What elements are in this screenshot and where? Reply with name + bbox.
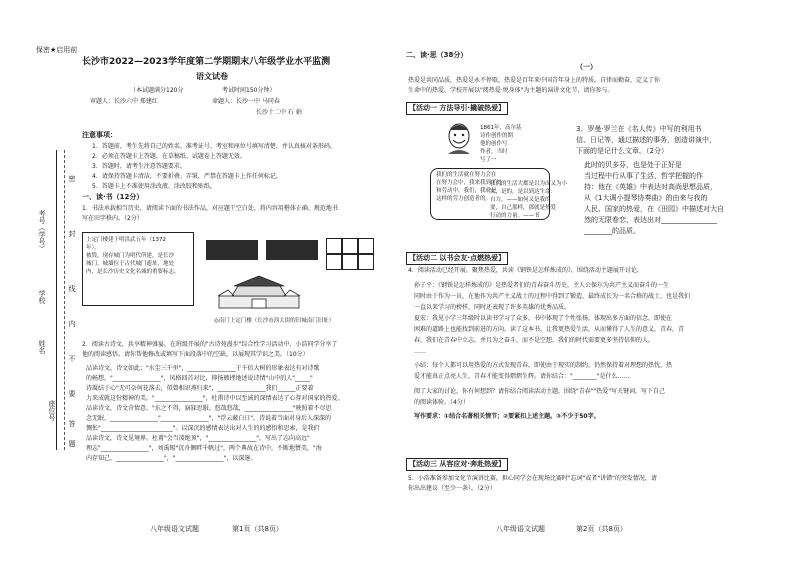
q3-text-line: 从《1大调小提琴协奏曲》的由来与我的 [584,194,708,202]
q4-summary-line: 小结：每个人都可以用热爱的方式发现青春，即使由于现实的制约，仍然保持着对理想的热忱，热 [414,362,673,369]
q4-dialog-line: 困难的道路上也能找到前进的方向，读了这本书，让我更热爱生活，从而懂得了人生的意义，青春，青 [414,326,685,333]
passage-line: 上定门楼建于明洪武五年（1372 [86,237,166,243]
q4-dialog-line: 一直以来学习的榜样，同时还表现了许多英雄的优秀品质。 [414,304,571,311]
exam-title: 长沙市2022—2023学年度第二学期期末八年级学业水平监测 [82,57,331,67]
q2-paragraph-line: 品读诗文，诗文含情意。"东之不得，寤寐思服。悠哉悠哉，________________"映照着不尽思 [86,405,332,412]
q2-paragraphs [86,364,344,464]
note-item: 1．答题前，考生先将自己的姓名、准考证号、考室和座位号填写清楚，并认真核对条形码。 [92,143,336,150]
q2-paragraph-line: 诗凝结于心"无可奈何花落去，似曾相识燕归来"，________________我们______正要着 [86,385,314,392]
q2-line: 2．阅读古诗文，共享精神盛宴。在班级开展的"古诗苑漫步"综合性学习活动中，小浩同学分享了 [82,341,338,348]
q3-line: 下面的是记什么文章。（2分） [576,147,668,155]
intro-text [408,76,660,96]
intro-line: 生命中的热爱。学校开展以"阅热爱·悦身体"为主题的演讲文化节，请你参与。 [408,87,614,94]
gorky-caption [480,124,522,164]
q1-line: 写在田字格内。（2分） [82,215,143,222]
notes-list [92,142,336,192]
confidential-mark: 保密★启用前 [36,46,78,54]
q4-task [414,386,665,408]
illustration-caption: ◎南门上定门楼（长沙市西大街的旧城南门旧址） [214,318,335,324]
calligraphy-image-1 [206,240,258,260]
bubble-line: 和劳动中。我们，我就是 [436,188,497,194]
time-info: 考试时间150分钟） [222,87,276,94]
margin-label-xingming: 姓名 [38,340,46,354]
q2-paragraph-line: 惆怅"________________________"。以深沉的感情表达出对人生的的感悟和思索，是我们 [86,425,320,432]
bubble-line: 我们的生活就在努力会在 [436,172,497,178]
q4-dialog-line: 同时由于作为一员，在他作为共产主义战士的过程中得到了锻造，最终成长为一名合格的战士，也是我们 [414,293,691,300]
q2-paragraph-line: 品读诗文，诗文如此；"水尘三千里"，________________于千倍大树的形象表达有对诗歌 [86,365,320,372]
q2-paragraph-line: 内存知己，________________"，"________________"，以深邃。 [86,455,257,462]
q4-dialog [414,280,690,357]
tianzige-cell[interactable] [326,238,342,254]
exam-subtitle: 语文试卷 [196,72,228,81]
margin-char-mi: 密 [68,175,76,182]
proposers: 命题人：长沙一中 马同春 [212,98,280,105]
question-2 [82,340,337,360]
gorky-caption-line: 他的创作写 [480,141,508,147]
question-3 [576,124,716,157]
q3-text-line: 人民、国家的热爱，在《田园》中描述对大自 [584,205,724,213]
q4-requirements: 写作要求：①结合名著相关情节；②要紧扣上述主题。③不少于50字。 [414,413,600,420]
q2-paragraph-line: 理志"________________"，刘禹锡"沉舟侧畔千帆过"，两个典故在诗中，不断地赞美，"海 [86,445,322,452]
gorky-portrait [444,122,474,154]
gorky-caption-line: 1861年，高尔基 [480,125,522,131]
footer-subject: 八年级语文试题 [150,525,199,533]
margin-char-xian: 线 [68,285,76,292]
footer-page: 第1页（共8页） [232,525,283,533]
tianzige-cell[interactable] [358,254,374,270]
bubble2-line: 行动的力量。——书 [490,213,540,219]
q3-line: 3．罗曼·罗兰在《名人传》中写的利用书 [576,125,702,133]
q2-paragraph-line: 力来成就这份精神的美，"________________"，杜甫诗中以至诚的深情表达了心存对国家的热爱。 [86,395,344,402]
q5-line: 你出出建议（至少一条）。（2分） [408,485,496,492]
section-1-heading: 一、读·书（12分） [82,193,144,201]
gate-tower-illustration [214,272,304,312]
q3-text [584,160,724,237]
activity-2-heading: 【活动二 以书会友·点燃热爱】 [406,252,508,265]
margin-label-xuexiao: 学校 [38,290,46,304]
q3-text-line: 当过程中行从事了生活，哲学把握的作 [584,172,703,180]
question-1 [82,204,338,224]
q4-dialog-line: 夏宏：我见小学三年级时以读书学习了众多，书中体现了个性张扬，体现出多方面的信念，即使在 [414,315,673,322]
binding-dashed-line [64,150,65,450]
note-item: 3．答题时，请考生注意答题要求。 [92,163,186,170]
q4-dialog-line: 孙子平：《钢铁是怎样炼成的》是热爱者们的青春奋斗历史，主人公保尔为共产主义而奋斗的一生 [414,282,670,289]
note-item: 4．请保持答题卡清洁，不要折叠、弄皱，严禁在答题卡上作任何标记。 [92,173,282,180]
margin-char-bu: 不 [68,355,76,362]
q2-paragraph-line: 品读诗文，诗文见境界。杜甫"会当凌绝顶"，"________________"，写出了志向高远" [86,435,310,442]
passage-line: 内，是长沙历史文化名城的重要标志。 [86,269,180,275]
note-item: 5．答题卡上不准使用涂改液、涂改胶和贴纸。 [92,183,216,190]
passage-line: 被毁，现存城门为明代所建，是长沙 [86,253,175,259]
bubble2-line: 要，自己那样，那就是热爱 [490,205,557,211]
bubble2-line: 自力。——如何又是我的 [490,197,551,203]
bubble2-line: 实，是的，是以到达生命： [490,189,557,195]
notes-title: 注意事项： [82,131,117,139]
margin-char-feng: 封 [68,230,76,237]
passage-line: 城门。城墙位于古代城门遗址，地处 [86,261,175,267]
activity-3-heading: 【活动三 从容应对·奔赴热爱】 [406,458,508,471]
gorky-caption-line: 作者，当时 [480,149,508,155]
margin-char-da: 答 [68,420,76,427]
tianzige-cell[interactable] [358,238,374,254]
intro-line: 热爱是共同品质，热爱是永不停歇，热爱是百年来中国青年身上的特质。自律而勤奋，定义了你 [408,77,661,84]
q3-text-line: 然的无限眷恋，表达出对________________ [584,216,717,224]
tianzige-cell[interactable] [326,254,342,270]
q2-paragraph-line: 的畅想，"________________"，风格回首对比，抑扬顿挫地述说诗情"山中的人"_____" [86,375,313,382]
score-info: （本试题满分120分 [130,87,184,94]
question-4 [408,266,643,276]
proposers-2: 长沙十二中 石 娟 [256,109,302,116]
binding-line [56,150,57,450]
tianzige-cell[interactable] [342,238,358,254]
gorky-caption-line: 写了一 [480,157,497,163]
q2-paragraph-line: 念无眠，________________"________________"，"浮云蔽白日"，诗说着当面对身后人深深的 [86,415,332,422]
q4-task-line: 阅了大家的讨论，你有何想到？请你结合阅读活动主题，围绕"青春""热爱"写关键词，写下自己 [414,388,666,395]
q4-dialog-line: 春，我们在青春中立志，并且为之奋斗，而不是空想。我们的时代需要更多坚持信仰的人。 [414,337,655,344]
q3-text-line: 持：他在《英雄》中表达对高尚思想品质， [584,183,717,191]
part-1-heading: （一） [576,63,597,71]
q3-text-line: 此时的贝多芬，也是处于正好是 [584,161,682,169]
quote-bubble-text-2 [490,180,567,220]
q2-line: 他的阅读感悟。请你帮他修改或填写下面段落中的空缺，以展现其学识之美。（10分） [82,351,309,358]
footer-subject: 八年级语文试题 [496,525,545,533]
margin-char-ti: 题 [68,440,76,447]
calligraphy-passage [86,236,180,276]
gorky-caption-line: 诗作创作的期 [480,133,514,139]
q1-line: 1．书法承载相当历史，请阅读下面的书法作品，对应题干空白处，将内容用楷体正确、规范地书 [82,205,338,212]
examiners: 审题人：长沙六中 郑建红 [90,98,158,105]
section-2-heading: 二、读·思（38分） [406,51,468,59]
note-item: 2．必须在答题卡上答题，在草稿纸、试题卷上答题无效。 [92,153,246,160]
q5-line: 5．小浩准备参加文化节演讲比赛，担心同学会在现场比赛时"忘词"或者"讲错"的突发情况，请 [408,475,657,482]
activity-1-heading: 【活动一 方法导引·撬破热爱】 [406,102,508,115]
bubble-line: 在努力会中，我来我到了处 [436,180,503,186]
bubble-line: 这样的劳力创造者的。 [436,196,492,202]
exam-page-2 [400,0,794,561]
bubble2-line: 我们的生活大都是以为而又为小 [490,181,568,187]
q4-line: 4．阅读活动已经开展，聚焦热爱，共读《钢铁是怎样炼成的》，围绕活动主题展开讨论。 [408,267,643,274]
q4-dialog-line: …… [414,348,426,355]
margin-char-yao: 要 [68,390,76,397]
q4-summary-line: 爱才能真正点亮人生，青春才能变得熠熠生辉。请你结合："________"是什么…… [414,373,630,380]
margin-char-nei: 内 [68,320,76,327]
q4-task-line: 的阅读体验。（4分） [414,399,469,406]
calligraphy-image-2 [266,240,318,260]
margin-label-zuowei: 座位号 [48,400,56,421]
q3-line: 信、日记等，通过描述的事务，创造讲演中， [576,136,716,144]
margin-label-kaohao: 考号（学号） [38,210,46,252]
q4-summary [414,360,672,382]
footer-page: 第2页（共8页） [576,525,627,533]
question-5 [408,474,657,494]
passage-line: 年）。 [86,245,100,251]
tianzige-cell[interactable] [342,254,358,270]
q3-text-line: ________的品质。 [584,227,640,235]
